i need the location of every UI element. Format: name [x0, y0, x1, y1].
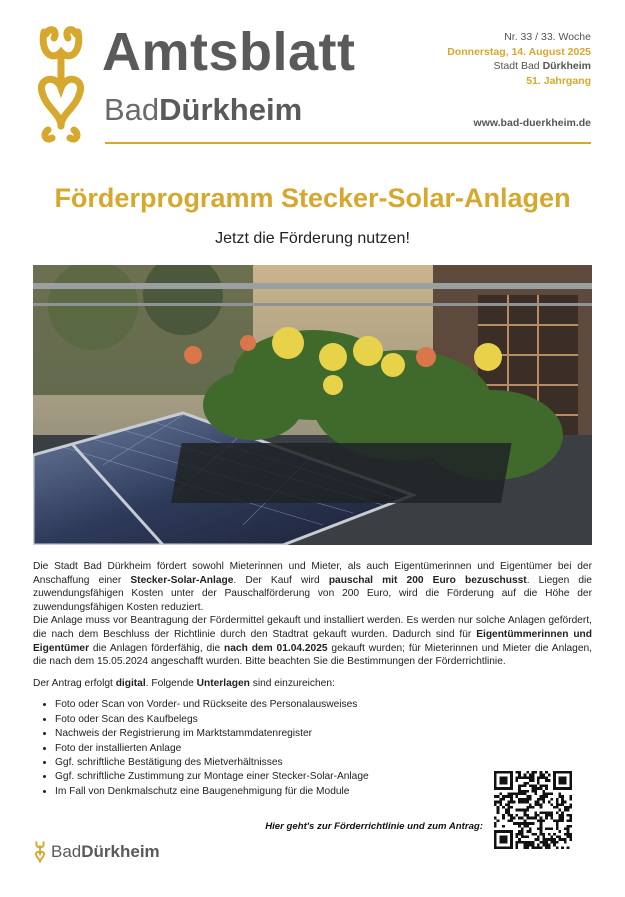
document-item: • Foto oder Scan von Vorder- und Rückseite des Personalausweises	[55, 698, 592, 712]
issue-info	[447, 30, 591, 88]
document-item: • Im Fall von Denkmalschutz eine Baugenehmigung für die Module	[55, 785, 592, 799]
document-item: • Nachweis der Registrierung im Marktstammdatenregister	[55, 727, 592, 741]
article-body	[33, 560, 592, 799]
qr-code-icon[interactable]	[494, 771, 572, 849]
website-link[interactable]: www.bad-duerkheim.de	[473, 117, 591, 129]
header-divider	[105, 142, 591, 144]
footer-logo-mark-icon	[33, 840, 47, 866]
issue-date: Donnerstag, 14. August 2025	[447, 45, 591, 58]
article-headline: Förderprogramm Stecker-Solar-Anlagen	[54, 183, 571, 213]
document-item: • Ggf. schriftliche Bestätigung des Mietverhältnisses	[55, 756, 592, 770]
publisher: Stadt Bad Dürkheim	[493, 60, 591, 72]
document-item: • Foto oder Scan des Kaufbelegs	[55, 713, 592, 727]
call-to-action: Hier geht's zur Förderrichtlinie und zum Antrag:	[265, 821, 483, 832]
paragraph-eligibility: Die Anlage muss vor Beantragung der Fördermittel gekauft und installiert werden. Es werden nur solche Anlagen gefördert, die nach dem Beschluss der Richtlinie durch den Stadtrat gekauft wurden. Dadurch sind für Eigentümmerinnen und Eigentümer die Anlagen förderfähig, die nach dem 01.04.2025 gekauft wurden; für Mieterinnen und Mieter die Anlagen, die nach dem 15.05.2024 angeschafft wurden. Bitte beachten Sie die Bestimmungen der Förderrichtlinie.	[33, 615, 592, 668]
city-logo-mark-icon	[36, 22, 86, 146]
masthead-city: BadDürkheim	[104, 92, 303, 127]
paragraph-funding: Die Stadt Bad Dürkheim fördert sowohl Mieterinnen und Mieter, als auch Eigentümerinnen und Eigentümer bei der Anschaffung einer Stecker-Solar-Anlage. Der Kauf wird pauschal mit 200 Euro bezuschusst. Liegen die zuwendungsfähigen Kosten unter der Pauschalförderung von 200 Euro, wird die Förderung auf die Höhe der zuwendungsfähigen Kosten reduziert.	[33, 561, 592, 613]
issue-number: Nr. 33 / 33. Woche	[504, 31, 591, 43]
masthead-title: Amtsblatt	[102, 22, 356, 82]
volume: 51. Jahrgang	[526, 74, 591, 87]
footer-city-name: BadDürkheim	[51, 842, 160, 861]
solar-balcony-photo	[33, 265, 592, 545]
document-item: • Foto der installierten Anlage	[55, 742, 592, 756]
document-item: • Ggf. schriftliche Zustimmung zur Montage einer Stecker-Solar-Anlage	[55, 770, 592, 784]
article-subheadline: Jetzt die Förderung nutzen!	[215, 230, 410, 247]
paragraph-application: Der Antrag erfolgt digital. Folgende Unterlagen sind einzureichen:	[33, 677, 335, 689]
